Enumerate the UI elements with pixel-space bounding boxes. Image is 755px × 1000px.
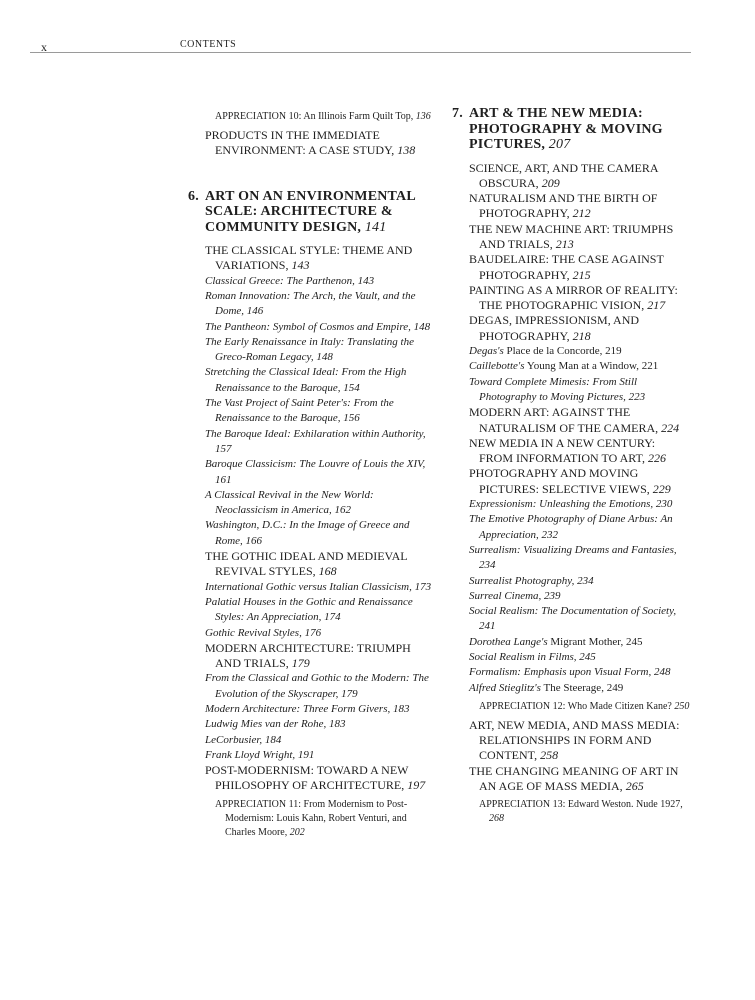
toc-section-entry: ART, NEW MEDIA, AND MASS MEDIA: RELATIONSHIPS IN FORM AND CONTENT, 258 (469, 717, 680, 763)
toc-subsection-entry: From the Classical and Gothic to the Modern: The Evolution of the Skyscraper, 179 (205, 672, 429, 700)
toc-subsection-entry: The Early Renaissance in Italy: Translating the Greco-Roman Legacy, 148 (205, 335, 414, 364)
toc-section-entry: MODERN ARCHITECTURE: TRIUMPH AND TRIALS, 179 (205, 640, 411, 671)
chapter-number: 6. (188, 188, 199, 204)
toc-appreciation-entry: APPRECIATION 12: Who Made Citizen Kane? 250 (479, 700, 690, 712)
chapter-title: ART ON AN ENVIRONMENTAL SCALE: ARCHITECTURE & COMMUNITY DESIGN, 141 (205, 188, 416, 235)
toc-subsection-entry: Degas's Place de la Concorde, 219 (469, 345, 622, 358)
toc-subsection-entry: International Gothic versus Italian Classicism, 173 (205, 580, 432, 593)
toc-section-entry: THE CHANGING MEANING OF ART IN AN AGE OF MASS MEDIA, 265 (469, 763, 679, 794)
toc-section-entry: NATURALISM AND THE BIRTH OF PHOTOGRAPHY, 212 (469, 191, 658, 221)
toc-subsection-entry: Dorothea Lange's Migrant Mother, 245 (469, 635, 643, 648)
toc-section-entry: PHOTOGRAPHY AND MOVING PICTURES: SELECTIVE VIEWS, 229 (469, 466, 671, 496)
toc-subsection-entry: Palatial Houses in the Gothic and Renaissance Styles: An Appreciation, 174 (205, 595, 413, 624)
chapter-5-tail (188, 110, 438, 159)
toc-subsection-entry: Social Realism in Films, 245 (469, 651, 596, 663)
toc-subsection-entry: The Baroque Ideal: Exhilaration within Authority, 157 (205, 427, 426, 455)
chapter-6-entries (188, 243, 438, 840)
right-column (452, 106, 692, 830)
toc-section-entry: PRODUCTS IN THE IMMEDIATE ENVIRONMENT: A CASE STUDY, 138 (205, 128, 416, 158)
toc-section-entry: NEW MEDIA IN A NEW CENTURY: FROM INFORMATION TO ART, 226 (469, 435, 666, 466)
chapter-6-heading (188, 189, 438, 236)
toc-subsection-entry: Ludwig Mies van der Rohe, 183 (205, 718, 346, 731)
toc-section-entry: BAUDELAIRE: THE CASE AGAINST PHOTOGRAPHY, 215 (469, 252, 664, 282)
running-header-title: CONTENTS (180, 39, 237, 50)
toc-subsection-entry: The Emotive Photography of Diane Arbus: An Appreciation, 232 (469, 513, 673, 541)
chapter-number: 7. (452, 106, 463, 121)
chapter-7-heading (452, 106, 692, 153)
toc-subsection-entry: Modern Architecture: Three Form Givers, 183 (205, 703, 410, 715)
toc-subsection-entry: Alfred Stieglitz's The Steerage, 249 (469, 681, 624, 694)
toc-subsection-entry: Toward Complete Mimesis: From Still Photography to Moving Pictures, 223 (469, 375, 646, 403)
page-number: x (41, 40, 47, 54)
toc-subsection-entry: Social Realism: The Documentation of Society, 241 (469, 605, 677, 633)
toc-subsection-entry: Baroque Classicism: The Louvre of Louis the XIV, 161 (205, 458, 426, 486)
left-column (188, 106, 438, 844)
toc-section-entry: MODERN ART: AGAINST THE NATURALISM OF THE CAMERA, 224 (469, 405, 680, 435)
toc-subsection-entry: LeCorbusier, 184 (205, 733, 282, 746)
toc-subsection-entry: Expressionism: Unleashing the Emotions, 230 (469, 498, 673, 511)
toc-subsection-entry: Surrealism: Visualizing Dreams and Fantasies, 234 (469, 543, 677, 572)
toc-section-entry: SCIENCE, ART, AND THE CAMERA OBSCURA, 209 (469, 160, 658, 190)
running-header (30, 38, 691, 53)
toc-subsection-entry: Classical Greece: The Parthenon, 143 (205, 274, 375, 287)
toc-appreciation-entry: APPRECIATION 11: From Modernism to Post-Modernism: Louis Kahn, Robert Venturi, and Charles Moore, 202 (215, 798, 408, 838)
toc-section-entry: POST-MODERNISM: TOWARD A NEW PHILOSOPHY OF ARCHITECTURE, 197 (205, 763, 426, 793)
toc-section-entry: PAINTING AS A MIRROR OF REALITY: THE PHOTOGRAPHIC VISION, 217 (469, 282, 678, 313)
toc-subsection-entry: Formalism: Emphasis upon Visual Form, 248 (469, 666, 671, 679)
toc-subsection-entry: The Pantheon: Symbol of Cosmos and Empire, 148 (205, 320, 431, 333)
toc-section-entry: DEGAS, IMPRESSIONISM, AND PHOTOGRAPHY, 218 (469, 313, 640, 343)
toc-subsection-entry: Roman Innovation: The Arch, the Vault, and the Dome, 146 (205, 289, 416, 318)
toc-subsection-entry: Stretching the Classical Ideal: From the High Renaissance to the Baroque, 154 (205, 366, 407, 394)
chapter-7-entries (452, 161, 692, 827)
toc-subsection-entry: The Vast Project of Saint Peter's: From the Renaissance to the Baroque, 156 (205, 397, 394, 425)
toc-subsection-entry: Gothic Revival Styles, 176 (205, 626, 322, 639)
toc-subsection-entry: Surreal Cinema, 239 (469, 589, 561, 602)
toc-section-entry: THE CLASSICAL STYLE: THEME AND VARIATIONS, 143 (205, 243, 413, 273)
toc-subsection-entry: Surrealist Photography, 234 (469, 574, 594, 587)
toc-subsection-entry: A Classical Revival in the New World: Neoclassicism in America, 162 (205, 488, 374, 517)
toc-subsection-entry: Washington, D.C.: In the Image of Greece and Rome, 166 (205, 519, 410, 547)
toc-appreciation-entry: APPRECIATION 13: Edward Weston. Nude 1927, 268 (479, 799, 683, 825)
toc-section-entry: THE NEW MACHINE ART: TRIUMPHS AND TRIALS, 213 (469, 221, 674, 251)
toc-section-entry: THE GOTHIC IDEAL AND MEDIEVAL REVIVAL STYLES, 168 (205, 549, 408, 579)
chapter-title: ART & THE NEW MEDIA: PHOTOGRAPHY & MOVING PICTURES, 207 (469, 106, 663, 152)
toc-subsection-entry: Frank Lloyd Wright, 191 (205, 748, 315, 761)
toc-appreciation-entry: APPRECIATION 10: An Illinois Farm Quilt Top, 136 (215, 111, 431, 122)
toc-subsection-entry: Caillebotte's Young Man at a Window, 221 (469, 360, 659, 373)
